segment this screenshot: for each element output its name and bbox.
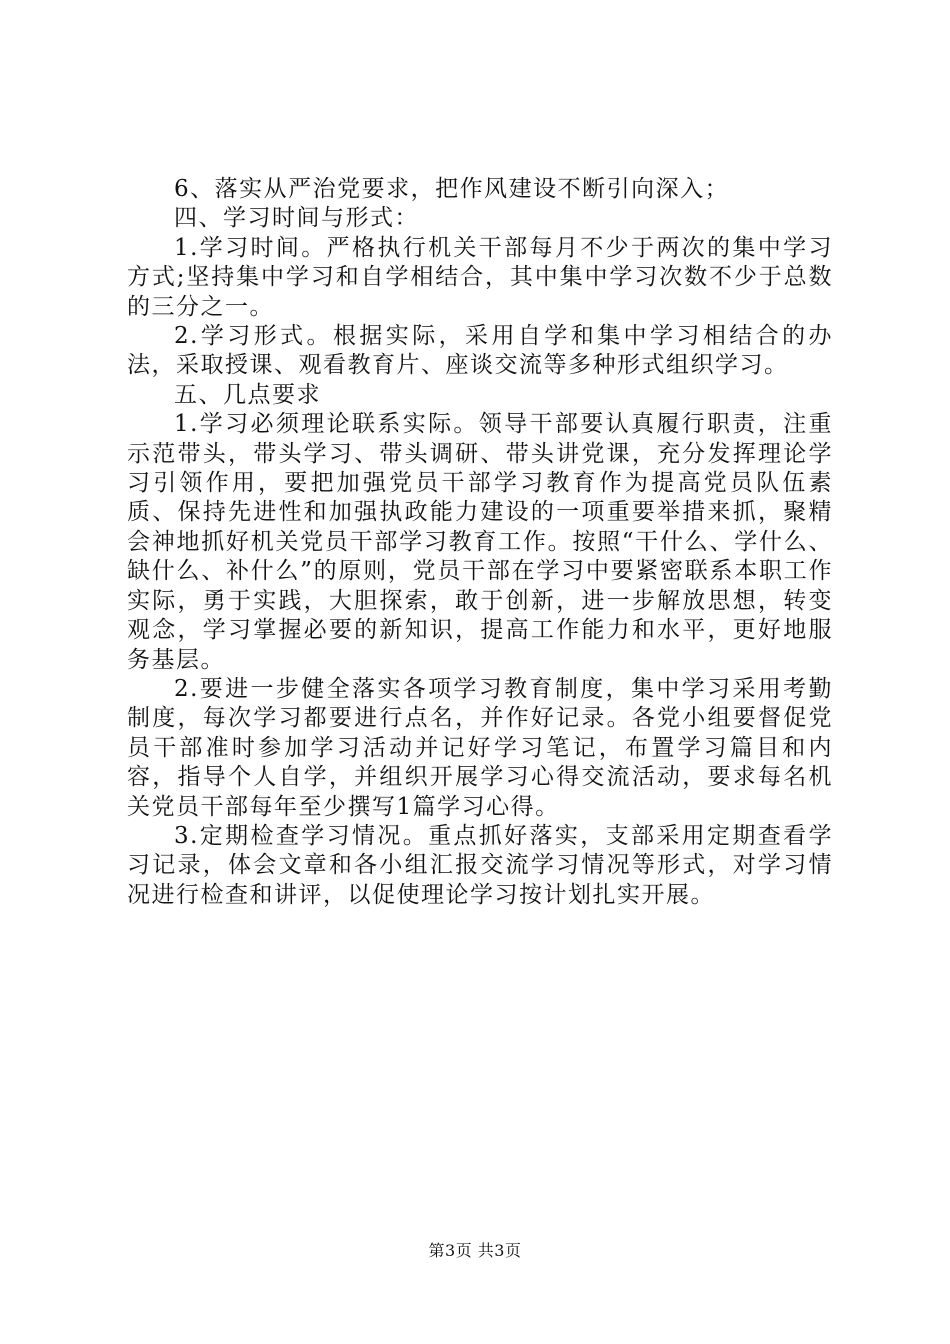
page-number-footer: 第3页 共3页 — [428, 1241, 522, 1260]
paragraph-requirement-1: 1.学习必须理论联系实际。领导干部要认真履行职责，注重示范带头，带头学习、带头调研、带头讲党课，充分发挥理论学习引领作用，要把加强党员干部学习教育作为提高党员队伍素质、保持先进性和加强执政能力建设的一项重要举措来抓，聚精会神地抓好机关党员干部学习教育工作。按照“干什么、学什么、缺什么、补什么”的原则，党员干部在学习中要紧密联系本职工作实际，勇于实践，大胆探索，敢于创新，进一步解放思想，转变观念，学习掌握必要的新知识，提高工作能力和水平，更好地服务基层。 — [127, 411, 833, 673]
section-heading-time-and-form: 四、学习时间与形式： — [174, 205, 419, 232]
paragraph-item-6: 6、落实从严治党要求，把作风建设不断引向深入； — [174, 176, 730, 202]
paragraph-requirement-2: 2.要进一步健全落实各项学习教育制度，集中学习采用考勤制度，每次学习都要进行点名，并作好记录。各党小组要督促党员干部准时参加学习活动并记好学习笔记，布置学习篇目和内容，指导个人自学，并组织开展学习心得交流活动，要求每名机关党员干部每年至少撰写1篇学习心得。 — [127, 675, 833, 820]
document-body — [127, 175, 833, 910]
paragraph-study-form: 2.学习形式。根据实际，采用自学和集中学习相结合的办法，采取授课、观看教育片、座谈交流等多种形式组织学习。 — [127, 323, 833, 379]
paragraph-study-time: 1.学习时间。严格执行机关干部每月不少于两次的集中学习方式;坚持集中学习和自学相结合，其中集中学习次数不少于总数的三分之一。 — [127, 234, 833, 320]
section-heading-requirements: 五、几点要求 — [174, 381, 321, 408]
paragraph-requirement-3: 3.定期检查学习情况。重点抓好落实，支部采用定期查看学习记录，体会文章和各小组汇报交流学习情况等形式，对学习情况进行检查和讲评，以促使理论学习按计划扎实开展。 — [127, 822, 833, 908]
